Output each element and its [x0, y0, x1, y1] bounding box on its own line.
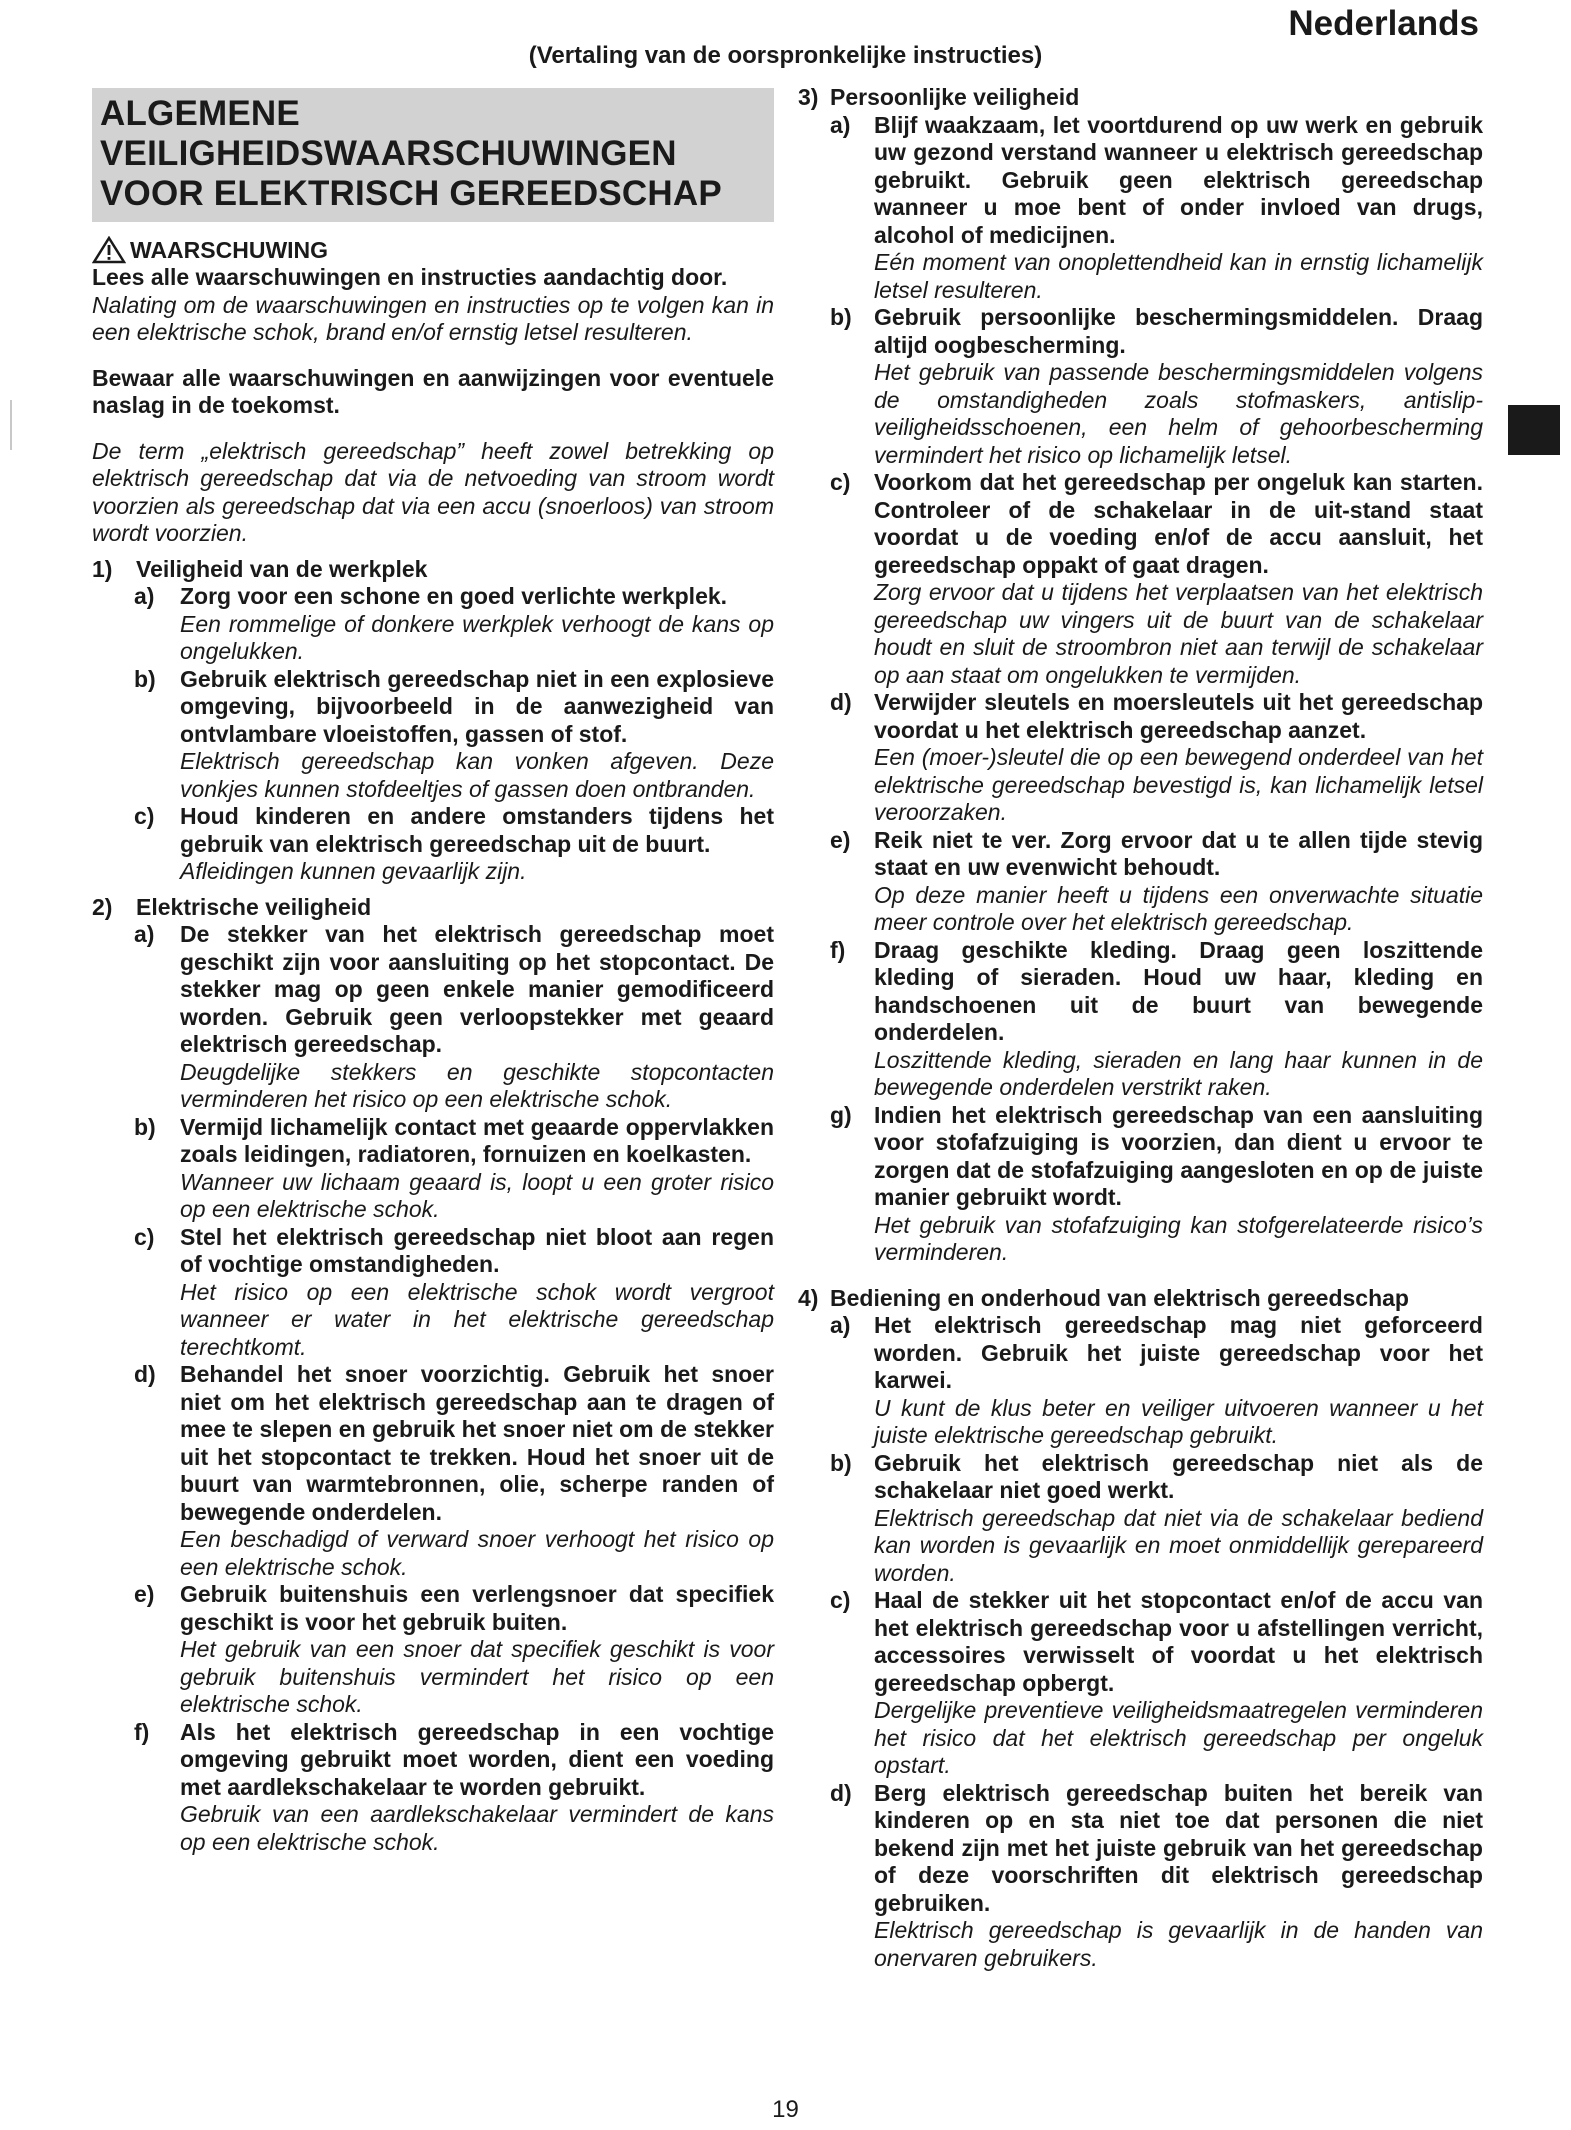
item-bold-text: Voorkom dat het gereedschap per ongeluk kan starten. Controleer of de schakelaar in de uit-stand staat voordat u de voeding en/of de accu aansluit, het gereedschap oppakt of gaat dragen.: [874, 469, 1483, 578]
warning-title: [92, 236, 774, 264]
list-item: [798, 112, 1483, 305]
item-letter: a): [830, 1312, 851, 1338]
list-item: [798, 1587, 1483, 1780]
section-heading: [798, 84, 1483, 112]
list-item: [92, 1224, 774, 1362]
item-letter: f): [134, 1718, 150, 1745]
section-number: 4): [798, 1284, 819, 1311]
page-heading: ALGEMENE VEILIGHEIDSWAARSCHUWINGEN VOOR ELEKTRISCH GEREEDSCHAP: [92, 88, 774, 222]
item-bold-text: Gebruik buitenshuis een verlengsnoer dat specifiek geschikt is voor het gebruik buiten.: [180, 1581, 774, 1635]
list-item: [92, 583, 774, 666]
keep-notice: Bewaar alle waarschuwingen en aanwijzingen voor eventuele naslag in de toekomst.: [92, 364, 774, 418]
item-letter: d): [830, 689, 852, 715]
list-item: [798, 1780, 1483, 1973]
item-bold-text: Verwijder sleutels en moersleutels uit het gereedschap voordat u het elektrisch gereedschap aanzet.: [874, 689, 1483, 743]
item-italic-text: Een rommelige of donkere werkplek verhoogt de kans op ongelukken.: [180, 610, 774, 664]
list-item: [92, 803, 774, 886]
section-title: Bediening en onderhoud van elektrisch gereedschap: [830, 1284, 1409, 1311]
item-bold-text: Stel het elektrisch gereedschap niet bloot aan regen of vochtige omstandigheden.: [180, 1223, 774, 1277]
item-bold-text: Blijf waakzaam, let voortdurend op uw werk en gebruik uw gezond verstand wanneer u elektrisch gereedschap gebruikt. Gebruik geen elektrisch gereedschap wanneer u moe bent of onder invloed van drugs, alcohol of medicijnen.: [874, 111, 1483, 248]
section-heading: [92, 894, 774, 922]
item-italic-text: Het gebruik van passende beschermingsmiddelen volgens de omstandigheden zoals stofmaskers, antislip-veiligheidsschoenen, een helm of gehoorbescherming vermindert het risico op lichamelijk letsel.: [874, 359, 1483, 468]
item-italic-text: Een beschadigd of verward snoer verhoogt het risico op een elektrische schok.: [180, 1526, 774, 1580]
section-heading: [798, 1285, 1483, 1313]
item-italic-text: Zorg ervoor dat u tijdens het verplaatsen van het elektrisch gereedschap uw vingers uit de buurt van de schakelaar houdt en sluit de stroombron niet aan terwijl de schakelaar op aan staat om ongelukken te vermijden.: [874, 579, 1483, 688]
item-italic-text: Elektrisch gereedschap kan vonken afgeven. Deze vonkjes kunnen stofdeeltjes of gassen doen ontbranden.: [180, 748, 774, 802]
item-bold-text: Het elektrisch gereedschap mag niet geforceerd worden. Gebruik het juiste gereedschap voor het karwei.: [874, 1312, 1483, 1393]
left-column: [92, 88, 774, 1856]
right-column: [798, 84, 1483, 1972]
item-letter: c): [830, 1587, 851, 1613]
item-italic-text: Afleidingen kunnen gevaarlijk zijn.: [180, 858, 527, 884]
item-italic-text: Op deze manier heeft u tijdens een onverwachte situatie meer controle over het elektrisch gereedschap.: [874, 881, 1483, 935]
item-bold-text: Behandel het snoer voorzichtig. Gebruik het snoer niet om het elektrisch gereedschap aan te dragen of mee te slepen en gebruik het snoer niet om de stekker uit het stopcontact te trekken. Houd het snoer uit de buurt van warmtebronnen, olie, scherpe randen of bewegende onderdelen.: [180, 1361, 774, 1525]
list-item: [798, 1450, 1483, 1588]
item-letter: a): [830, 111, 851, 138]
warning-italic-text: Nalating om de waarschuwingen en instructies op te volgen kan in een elektrische schok, brand en/of ernstig letsel resulteren.: [92, 291, 774, 345]
item-letter: b): [830, 1449, 852, 1476]
list-item: [798, 937, 1483, 1102]
section-title: Elektrische veiligheid: [136, 893, 372, 920]
item-bold-text: Zorg voor een schone en goed verlichte werkplek.: [180, 583, 728, 609]
list-item: [92, 1361, 774, 1581]
list-item: [92, 1719, 774, 1857]
item-letter: b): [134, 665, 156, 692]
item-italic-text: Het gebruik van een snoer dat specifiek geschikt is voor gebruik buitenshuis vermindert het risico op een elektrische schok.: [180, 1636, 774, 1717]
item-letter: b): [830, 304, 852, 330]
list-item: [92, 1581, 774, 1719]
item-italic-text: Het gebruik van stofafzuiging kan stofgerelateerde risico’s verminderen.: [874, 1211, 1483, 1265]
list-item: [798, 1102, 1483, 1267]
item-bold-text: Gebruik persoonlijke beschermingsmiddelen. Draag altijd oogbescherming.: [874, 304, 1483, 358]
item-italic-text: Loszittende kleding, sieraden en lang haar kunnen in de bewegende onderdelen verstrikt raken.: [874, 1046, 1483, 1100]
item-letter: a): [134, 921, 155, 947]
section-number: 1): [92, 555, 113, 582]
item-letter: g): [830, 1101, 852, 1128]
item-letter: d): [830, 1779, 852, 1806]
item-bold-text: De stekker van het elektrisch gereedschap moet geschikt zijn voor aansluiting op het stopcontact. De stekker mag op geen enkele manier gemodificeerd worden. Gebruik geen verloopstekker met geaard elektrisch gereedschap.: [180, 921, 774, 1057]
item-bold-text: Vermijd lichamelijk contact met geaarde oppervlakken zoals leidingen, radiatoren, fornuizen en koelkasten.: [180, 1113, 774, 1167]
item-bold-text: Gebruik het elektrisch gereedschap niet als de schakelaar niet goed werkt.: [874, 1449, 1483, 1503]
item-letter: c): [830, 469, 851, 495]
section-heading: [92, 556, 774, 584]
item-letter: d): [134, 1361, 156, 1387]
list-item: [92, 1114, 774, 1224]
item-letter: b): [134, 1113, 156, 1140]
list-item: [92, 921, 774, 1114]
item-letter: c): [134, 1223, 155, 1250]
margin-mark: [10, 400, 12, 450]
item-italic-text: Elektrisch gereedschap is gevaarlijk in de handen van onervaren gebruikers.: [874, 1917, 1483, 1971]
item-bold-text: Reik niet te ver. Zorg ervoor dat u te allen tijde stevig staat en uw evenwicht behoudt.: [874, 826, 1483, 880]
list-item: [92, 666, 774, 804]
item-italic-text: Elektrisch gereedschap dat niet via de schakelaar bediend kan worden is gevaarlijk en moet onmiddellijk gerepareerd worden.: [874, 1504, 1483, 1586]
item-letter: e): [134, 1581, 155, 1607]
language-thumb-tab: [1508, 405, 1560, 455]
item-bold-text: Haal de stekker uit het stopcontact en/of de accu van het elektrisch gereedschap voor u afstellingen verricht, accessoires verwisselt of voordat u het elektrisch gereedschap opbergt.: [874, 1587, 1483, 1696]
item-letter: e): [830, 826, 851, 853]
item-italic-text: Gebruik van een aardlekschakelaar vermindert de kans op een elektrische schok.: [180, 1801, 774, 1855]
warning-bold-text: Lees alle waarschuwingen en instructies aandachtig door.: [92, 264, 728, 290]
section-number: 2): [92, 893, 113, 920]
item-bold-text: Houd kinderen en andere omstanders tijdens het gebruik van elektrisch gereedschap uit de buurt.: [180, 803, 774, 857]
list-item: [798, 469, 1483, 689]
section-title: Veiligheid van de werkplek: [136, 555, 428, 582]
item-italic-text: Deugdelijke stekkers en geschikte stopcontacten verminderen het risico op een elektrische schok.: [180, 1058, 774, 1112]
item-italic-text: Een (moer-)sleutel die op een bewegend onderdeel van het elektrische gereedschap bevestigd is, kan lichamelijk letsel veroorzaken.: [874, 744, 1483, 825]
section-number: 3): [798, 84, 819, 110]
item-bold-text: Als het elektrisch gereedschap in een vochtige omgeving gebruikt moet worden, dient een voeding met aardlekschakelaar te worden gebruikt.: [180, 1718, 774, 1800]
list-item: [798, 827, 1483, 937]
item-italic-text: Dergelijke preventieve veiligheidsmaatregelen verminderen het risico dat het elektrisch gereedschap per ongeluk opstart.: [874, 1697, 1483, 1778]
section-title: Persoonlijke veiligheid: [830, 84, 1080, 110]
item-bold-text: Berg elektrisch gereedschap buiten het bereik van kinderen op en sta niet toe dat personen die niet bekend zijn met het juiste gebruik van het gereedschap of deze voorschriften dit elektrisch gereedschap gebruiken.: [874, 1779, 1483, 1916]
item-italic-text: Eén moment van onoplettendheid kan in ernstig lichamelijk letsel resulteren.: [874, 249, 1483, 303]
item-italic-text: Het risico op een elektrische schok wordt vergroot wanneer er water in het elektrische gereedschap terechtkomt.: [180, 1278, 774, 1360]
item-italic-text: Wanneer uw lichaam geaard is, loopt u een groter risico op een elektrische schok.: [180, 1168, 774, 1222]
list-item: [798, 304, 1483, 469]
term-note: De term „elektrisch gereedschap” heeft zowel betrekking op elektrisch gereedschap dat via de netvoeding van stroom wordt voorzien als gereedschap dat via een accu (snoerloos) van stroom wordt voorzien.: [92, 437, 774, 546]
item-italic-text: U kunt de klus beter en veiliger uitvoeren wanneer u het juiste elektrische gereedschap gebruikt.: [874, 1394, 1483, 1448]
language-label: Nederlands: [1288, 4, 1479, 43]
item-bold-text: Draag geschikte kleding. Draag geen loszittende kleding of sieraden. Houd uw haar, kleding en handschoenen uit de buurt van bewegende onderdelen.: [874, 936, 1483, 1045]
item-letter: a): [134, 583, 155, 609]
list-item: [798, 1312, 1483, 1450]
item-bold-text: Gebruik elektrisch gereedschap niet in een explosieve omgeving, bijvoorbeeld in de aanwezigheid van ontvlambare vloeistoffen, gassen of stof.: [180, 665, 774, 747]
item-bold-text: Indien het elektrisch gereedschap van een aansluiting voor stofafzuiging is voorzien, dan dient u ervoor te zorgen dat de stofafzuiging aangesloten en op de juiste manier gebruikt wordt.: [874, 1101, 1483, 1210]
warning-triangle-icon: [92, 236, 126, 264]
translation-subtitle: (Vertaling van de oorspronkelijke instructies): [528, 42, 1043, 69]
page-number: 19: [772, 2096, 799, 2123]
warning-title-text: WAARSCHUWING: [130, 236, 329, 263]
item-letter: f): [830, 936, 846, 963]
list-item: [798, 689, 1483, 827]
item-letter: c): [134, 803, 155, 829]
